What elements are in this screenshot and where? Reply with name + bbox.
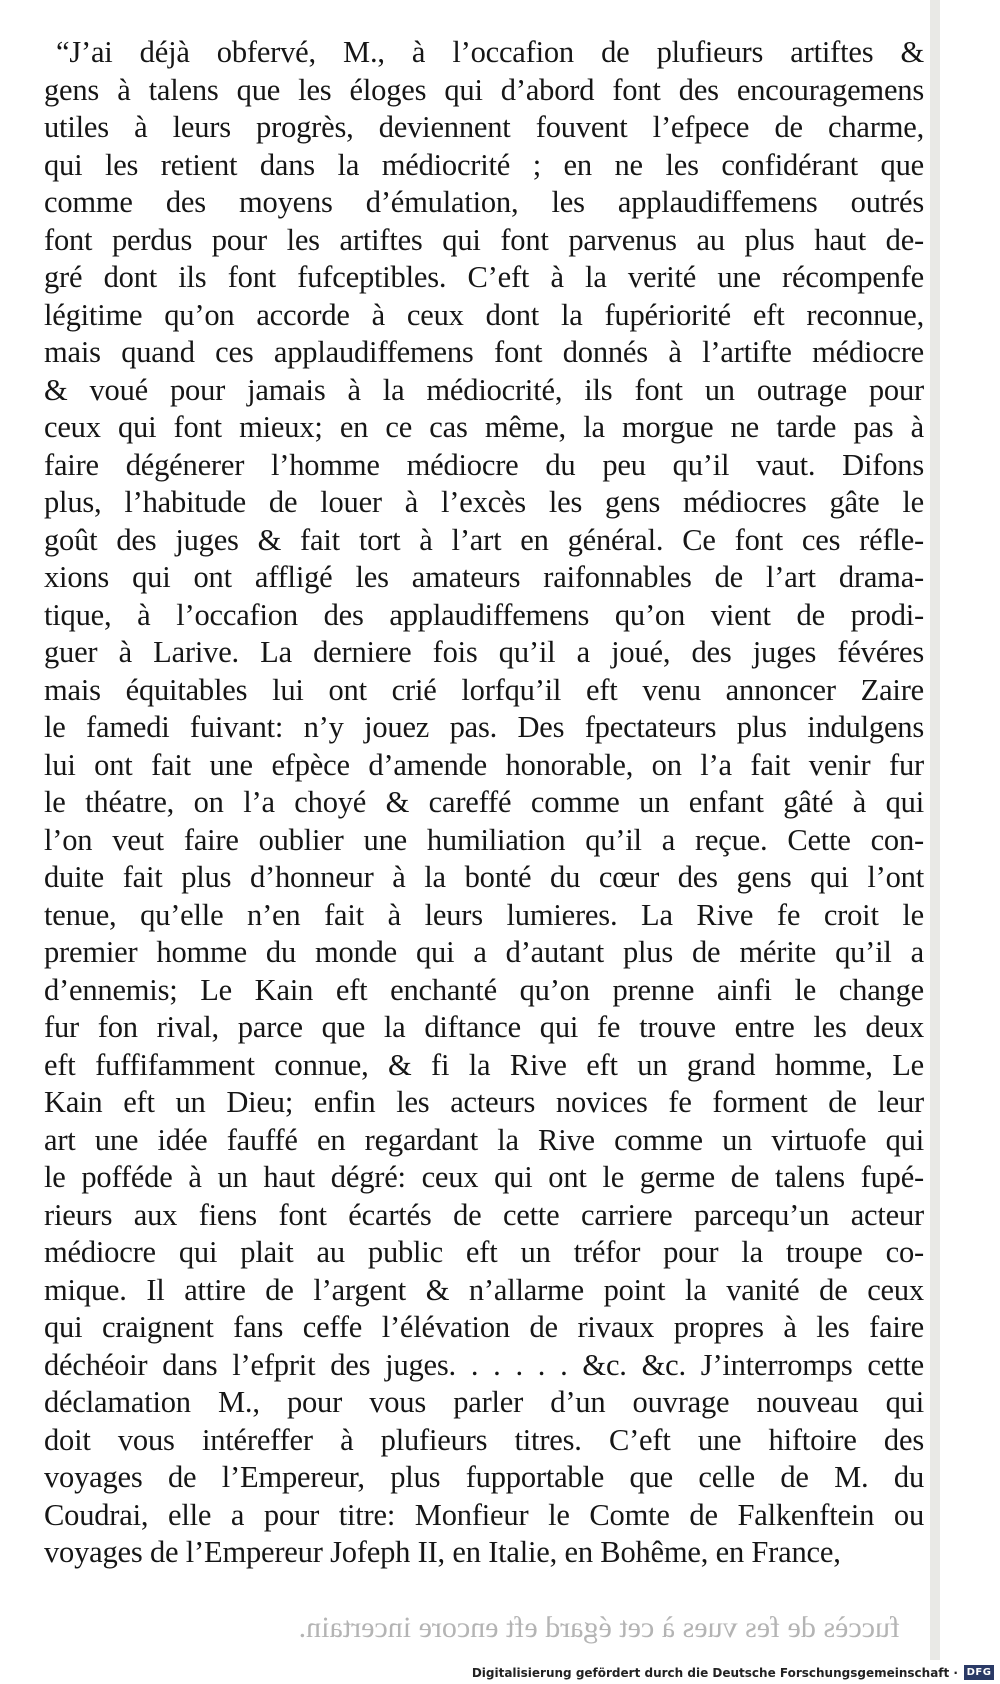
text-line: voyages de l’Empereur, plus fupportable que celle de M. du bbox=[44, 1460, 924, 1494]
text-line: & voué pour jamais à la médiocrité, ils font un outrage pour bbox=[44, 372, 924, 407]
text-line: tique, à l’occafion des applaudiffemens qu’on vient de prodi- bbox=[44, 597, 924, 632]
text-line: guer à Larive. La derniere fois qu’il a joué, des juges févéres bbox=[44, 635, 924, 669]
text-line: plus, l’habitude de louer à l’excès les gens médiocres gâte le bbox=[44, 485, 924, 519]
text-line: mais équitables lui ont crié lorfqu’il eft venu annoncer Zaire bbox=[44, 672, 924, 707]
text-line: eft fuffifamment connue, & fi la Rive eft un grand homme, Le bbox=[44, 1047, 924, 1082]
text-line: gré dont ils font fufceptibles. C’eft à la verité une récompenfe bbox=[44, 260, 924, 294]
text-line: Kain eft un Dieu; enfin les acteurs novices fe forment de leur bbox=[44, 1085, 924, 1119]
text-line: qui craignent fans ceffe l’élévation de rivaux propres à les faire bbox=[44, 1310, 924, 1344]
text-line: premier homme du monde qui a d’autant plus de mérite qu’il a bbox=[44, 935, 924, 969]
text-line: d’ennemis; Le Kain eft enchanté qu’on prenne ainfi le change bbox=[44, 972, 924, 1007]
text-line: Coudrai, elle a pour titre: Monfieur le Comte de Falkenftein ou bbox=[44, 1497, 924, 1532]
page-edge bbox=[930, 0, 940, 1660]
text-line: déchéoir dans l’efprit des juges. . . . . . &c. &c. J’interromps cette bbox=[44, 1347, 924, 1382]
dfg-logo-icon: DFG bbox=[964, 1665, 994, 1680]
text-line: goût des juges & fait tort à l’art en général. Ce font ces réfle- bbox=[44, 522, 924, 557]
text-line: mais quand ces applaudiffemens font donnés à l’artifte médiocre bbox=[44, 335, 924, 369]
text-line: rieurs aux fiens font écartés de cette carriere parcequ’un acteur bbox=[44, 1197, 924, 1232]
text-line: le famedi fuivant: n’y jouez pas. Des fpectateurs plus indulgens bbox=[44, 710, 924, 744]
text-line: lui ont fait une efpèce d’amende honorable, on l’a fait venir fur bbox=[44, 747, 924, 782]
text-line: doit vous intéreffer à plufieurs titres. C’eft une hiftoire des bbox=[44, 1422, 924, 1457]
text-line: médiocre qui plait au public eft un tréfor pour la troupe co- bbox=[44, 1235, 924, 1269]
text-line: ceux qui font mieux; en ce cas même, la morgue ne tarde pas à bbox=[44, 410, 924, 444]
text-line: légitime qu’on accorde à ceux dont la fupériorité eft reconnue, bbox=[44, 297, 924, 332]
text-line: utiles à leurs progrès, deviennent fouvent l’efpece de charme, bbox=[44, 110, 924, 144]
text-line: “J’ai déjà obfervé, M., à l’occafion de plufieurs artiftes & bbox=[56, 35, 924, 69]
text-line: le pofféde à un haut dégré: ceux qui ont le germe de talens fupé- bbox=[44, 1160, 924, 1194]
text-line: qui les retient dans la médiocrité ; en ne les confidérant que bbox=[44, 147, 924, 182]
text-line: faire dégénerer l’homme médiocre du peu qu’il vaut. Difons bbox=[44, 447, 924, 482]
text-line: le théatre, on l’a choyé & careffé comme un enfant gâté à qui bbox=[44, 785, 924, 819]
body-text bbox=[44, 34, 924, 1572]
text-line: déclamation M., pour vous parler d’un ouvrage nouveau qui bbox=[44, 1385, 924, 1419]
text-line: comme des moyens d’émulation, les applaudiffemens outrés bbox=[44, 185, 924, 219]
show-through-text: fuccès de fes vues à cet égard eft encore incertain. bbox=[298, 1611, 900, 1644]
text-line: duite fait plus d’honneur à la bonté du cœur des gens qui l’ont bbox=[44, 860, 924, 894]
text-line: gens à talens que les éloges qui d’abord font des encouragemens bbox=[44, 72, 924, 107]
text-line: font perdus pour les artiftes qui font parvenus au plus haut de- bbox=[44, 222, 924, 257]
text-line: tenue, qu’elle n’en fait à leurs lumieres. La Rive fe croit le bbox=[44, 897, 924, 932]
text-line: mique. Il attire de l’argent & n’allarme point la vanité de ceux bbox=[44, 1272, 924, 1307]
text-line: l’on veut faire oublier une humiliation qu’il a reçue. Cette con- bbox=[44, 822, 924, 857]
text-line: fur fon rival, parce que la diftance qui fe trouve entre les deux bbox=[44, 1010, 924, 1044]
text-line: voyages de l’Empereur Jofeph II, en Italie, en Bohême, en France, bbox=[44, 1535, 841, 1569]
footer-credit: Digitalisierung gefördert durch die Deutsche Forschungsgemeinschaft · bbox=[471, 1666, 958, 1680]
text-line: art une idée fauffé en regardant la Rive comme un virtuofe qui bbox=[44, 1122, 924, 1157]
text-line: xions qui ont affligé les amateurs raifonnables de l’art drama- bbox=[44, 560, 924, 594]
digitization-footer bbox=[0, 1663, 1000, 1684]
